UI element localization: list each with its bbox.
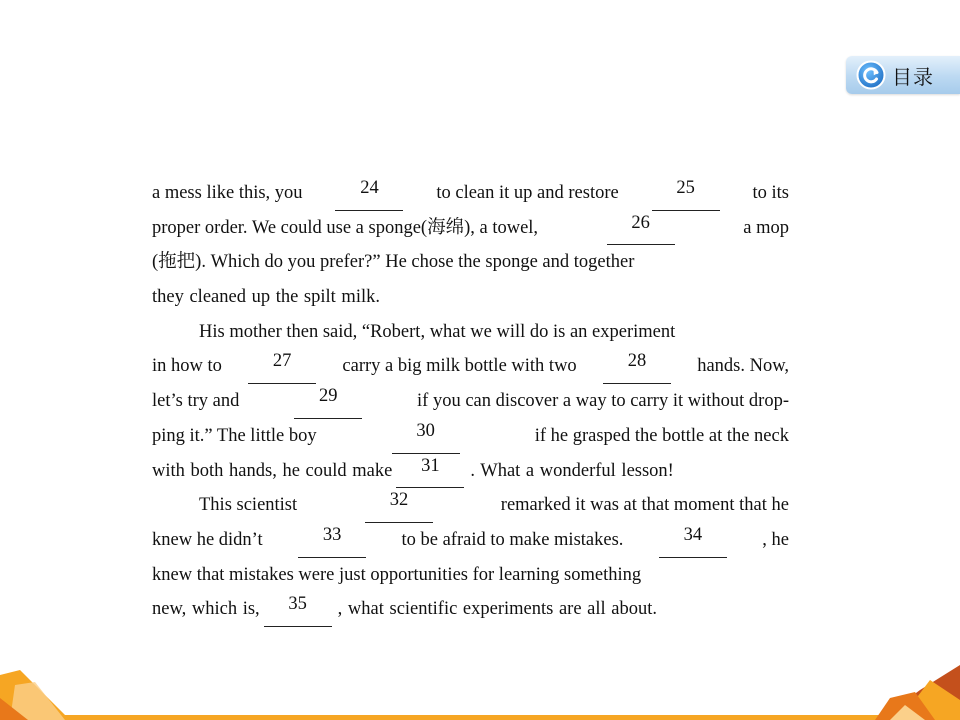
passage-line [152, 523, 789, 558]
passage-text: , he [762, 529, 789, 550]
answer-blank[interactable]: 32 [365, 488, 433, 523]
passage-text: if you can discover a way to carry it without drop- [417, 391, 789, 412]
bottom-decoration [0, 660, 960, 720]
passage-text: let’s try and [152, 391, 240, 412]
passage-line [152, 211, 789, 246]
passage-text: . What a wonderful lesson! [470, 460, 674, 481]
passage-text: to clean it up and restore [436, 183, 619, 203]
answer-blank[interactable]: 31 [396, 454, 464, 489]
answer-blank[interactable]: 27 [248, 349, 316, 384]
answer-blank[interactable]: 29 [294, 384, 362, 419]
passage-text: His mother then said, “Robert, what we will do is an experiment [199, 321, 676, 342]
passage-line [152, 419, 789, 454]
answer-blank[interactable]: 26 [607, 211, 675, 246]
answer-blank[interactable]: 35 [264, 592, 332, 627]
passage-line [152, 280, 789, 315]
passage-text: , what scientific experiments are all about. [337, 599, 658, 620]
passage-line [152, 558, 789, 593]
passage-text: proper order. We could use a sponge(海绵), a towel, [152, 217, 539, 238]
passage-text: a mess like this, you [152, 183, 303, 203]
passage-line [152, 488, 789, 523]
passage-line [152, 176, 789, 211]
passage-text: This scientist [199, 495, 298, 516]
answer-blank[interactable]: 28 [603, 349, 671, 384]
passage-text: ping it.” The little boy [152, 425, 317, 446]
answer-blank[interactable]: 34 [659, 523, 727, 558]
passage-text: with both hands, he could make [152, 460, 393, 481]
passage-text: knew he didn’t [152, 529, 263, 550]
passage-text: hands. Now, [697, 356, 789, 377]
circular-arrow-icon [856, 60, 886, 90]
passage-text: (拖把). Which do you prefer?” He chose the sponge and together [152, 252, 635, 273]
passage-line [152, 245, 789, 280]
passage-text: a mop [743, 217, 789, 238]
passage-line [152, 454, 789, 489]
passage-text: knew that mistakes were just opportunities for learning something [152, 564, 642, 585]
passage-text: they cleaned up the spilt milk. [152, 287, 380, 308]
passage-text: new, which is, [152, 599, 260, 620]
passage-text: remarked it was at that moment that he [500, 495, 789, 516]
passage-text: if he grasped the bottle at the neck [534, 425, 789, 446]
passage-line [152, 592, 789, 627]
passage-text: in how to [152, 356, 222, 377]
answer-blank[interactable]: 30 [392, 419, 460, 454]
answer-blank[interactable]: 24 [335, 176, 403, 211]
passage-line [152, 315, 789, 350]
toc-button[interactable] [846, 56, 960, 94]
passage-text: to be afraid to make mistakes. [401, 529, 624, 550]
cloze-passage [152, 176, 789, 627]
toc-label: 目录 [892, 64, 934, 89]
answer-blank[interactable]: 25 [652, 176, 720, 211]
passage-line [152, 384, 789, 419]
passage-text: carry a big milk bottle with two [342, 356, 577, 377]
passage-line [152, 349, 789, 384]
passage-text: to its [752, 183, 789, 203]
answer-blank[interactable]: 33 [298, 523, 366, 558]
